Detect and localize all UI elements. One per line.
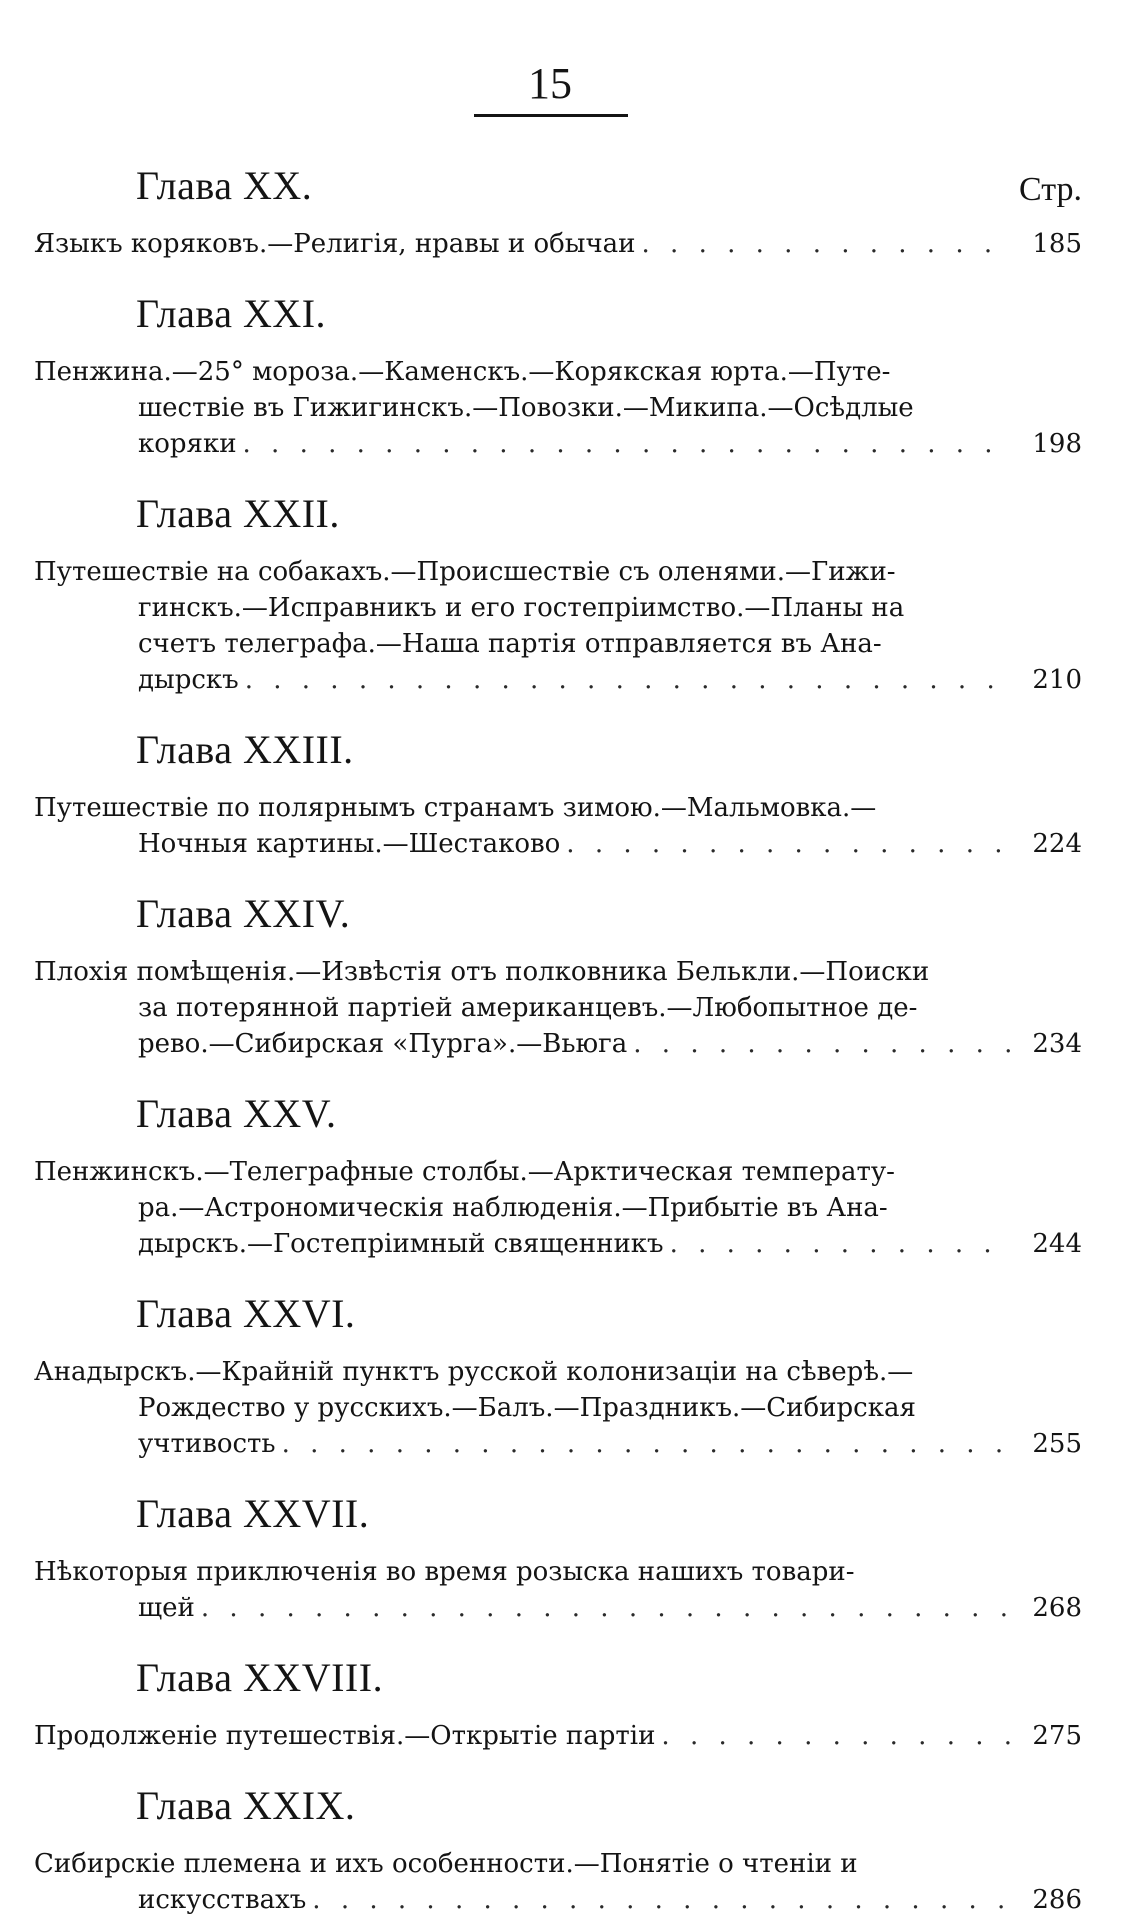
toc-chapter [0, 1490, 1140, 1626]
description-line [34, 426, 1082, 462]
dot-leader [237, 426, 1014, 462]
chapter-description [0, 790, 1140, 862]
description-text: Пенжина.—25° мороза.—Каменскъ.—Корякская юрта.—Путе- [34, 357, 891, 387]
chapter-heading: Глава XXV. [136, 1091, 337, 1136]
toc-chapter [0, 726, 1140, 862]
description-text: Сибирскіе племена и ихъ особенности.—Понятіе о чтеніи и [34, 1849, 858, 1879]
description-line [34, 1026, 1082, 1062]
chapter-page-number: 255 [1032, 1429, 1082, 1459]
toc-chapter [0, 490, 1140, 698]
description-text: за потерянной партіей американцевъ.—Любопытное де- [138, 993, 918, 1023]
chapter-page-number: 286 [1032, 1885, 1082, 1915]
description-text: дырскъ [138, 665, 239, 695]
description-text: шествіе въ Гижигинскъ.—Повозки.—Микипа.—Осѣдлые [138, 393, 914, 423]
description-line [34, 390, 1082, 426]
chapter-page-number: 185 [1032, 229, 1082, 259]
description-line [34, 1590, 1082, 1626]
description-line [34, 826, 1082, 862]
chapter-page-number: 275 [1032, 1721, 1082, 1751]
toc-chapter [0, 1782, 1140, 1918]
chapter-page-number: 224 [1032, 829, 1082, 859]
chapter-page-number: 268 [1032, 1593, 1082, 1623]
description-text: Плохія помѣщенія.—Извѣстія отъ полковника Белькли.—Поиски [34, 957, 930, 987]
dot-leader [276, 1426, 1014, 1462]
chapter-heading: Глава XXI. [136, 291, 327, 336]
description-text: ра.—Астрономическія наблюденія.—Прибытіе въ Ана- [138, 1193, 888, 1223]
description-text: учтивость [138, 1429, 276, 1459]
description-text: гинскъ.—Исправникъ и его гостепріимство.—Планы на [138, 593, 905, 623]
chapter-description [0, 1154, 1140, 1262]
description-line [34, 1426, 1082, 1462]
description-line [34, 990, 1082, 1026]
chapter-page-number: 210 [1032, 665, 1082, 695]
description-text: Рождество у русскихъ.—Балъ.—Праздникъ.—Сибирская [138, 1393, 916, 1423]
description-text: коряки [138, 429, 237, 459]
description-text: Путешествіе по полярнымъ странамъ зимою.—Мальмовка.— [34, 793, 877, 823]
dot-leader [195, 1590, 1014, 1626]
chapter-heading: Глава XXVIII. [136, 1655, 384, 1700]
description-line [34, 662, 1082, 698]
dot-leader [636, 226, 1014, 262]
dot-leader [627, 1026, 1014, 1062]
description-line [34, 1154, 1082, 1190]
chapter-heading: Глава XXIV. [136, 891, 351, 936]
description-line [34, 1718, 1082, 1754]
description-text: щей [138, 1593, 195, 1623]
description-text: Нѣкоторыя приключенія во время розыска нашихъ товари- [34, 1557, 855, 1587]
chapter-description [0, 1718, 1140, 1754]
description-line [34, 790, 1082, 826]
page-column-label: Стр. [1018, 171, 1082, 208]
description-line [34, 1882, 1082, 1918]
description-text: рево.—Сибирская «Пурга».—Вьюга [138, 1029, 628, 1059]
description-line [34, 554, 1082, 590]
chapter-description [0, 226, 1140, 262]
description-text: дырскъ.—Гостепріимный священникъ [138, 1229, 664, 1259]
description-text: Анадырскъ.—Крайній пунктъ русской колонизаціи на сѣверѣ.— [34, 1357, 914, 1387]
chapter-description [0, 1554, 1140, 1626]
chapter-heading: Глава XXIII. [136, 727, 354, 772]
description-line [34, 1190, 1082, 1226]
description-text: Путешествіе на собакахъ.—Происшествіе съ оленями.—Гижи- [34, 557, 896, 587]
description-line [34, 626, 1082, 662]
toc-chapter [0, 290, 1140, 462]
toc-chapter [0, 1090, 1140, 1262]
chapter-page-number: 244 [1032, 1229, 1082, 1259]
chapter-description [0, 554, 1140, 698]
chapter-heading: Глава XXVI. [136, 1291, 356, 1336]
toc-chapter [0, 1654, 1140, 1754]
chapter-page-number: 234 [1032, 1029, 1082, 1059]
description-line [34, 1226, 1082, 1262]
toc-chapter [0, 162, 1140, 262]
description-text: Языкъ коряковъ.—Религія, нравы и обычаи [34, 229, 636, 259]
chapter-heading: Глава XXII. [136, 491, 340, 536]
toc-chapter [0, 890, 1140, 1062]
description-text: искусствахъ [138, 1885, 307, 1915]
chapter-description [0, 1354, 1140, 1462]
description-line [34, 1554, 1082, 1590]
chapter-heading: Глава XX. [136, 163, 313, 208]
chapter-description [0, 1846, 1140, 1918]
dot-leader [655, 1718, 1014, 1754]
toc-chapter [0, 1290, 1140, 1462]
chapter-heading: Глава XXIX. [136, 1783, 356, 1828]
description-line [34, 354, 1082, 390]
chapter-description [0, 354, 1140, 462]
description-line [34, 1354, 1082, 1390]
dot-leader [664, 1226, 1014, 1262]
description-text: Продолженіе путешествія.—Открытіе партіи [34, 1721, 656, 1751]
description-line [34, 226, 1082, 262]
description-text: счетъ телеграфа.—Наша партія отправляется въ Ана- [138, 629, 882, 659]
page-number-rule [474, 114, 628, 117]
description-line [34, 1390, 1082, 1426]
chapter-heading: Глава XXVII. [136, 1491, 370, 1536]
dot-leader [306, 1882, 1014, 1918]
dot-leader [560, 826, 1014, 862]
dot-leader [239, 662, 1014, 698]
description-line [34, 954, 1082, 990]
description-text: Ночныя картины.—Шестаково [138, 829, 561, 859]
chapter-description [0, 954, 1140, 1062]
page-number: 15 [528, 59, 572, 108]
description-text: Пенжинскъ.—Телеграфные столбы.—Арктическая температу- [34, 1157, 895, 1187]
description-line [34, 1846, 1082, 1882]
description-line [34, 590, 1082, 626]
table-of-contents [0, 162, 1140, 1918]
chapter-page-number: 198 [1032, 429, 1082, 459]
